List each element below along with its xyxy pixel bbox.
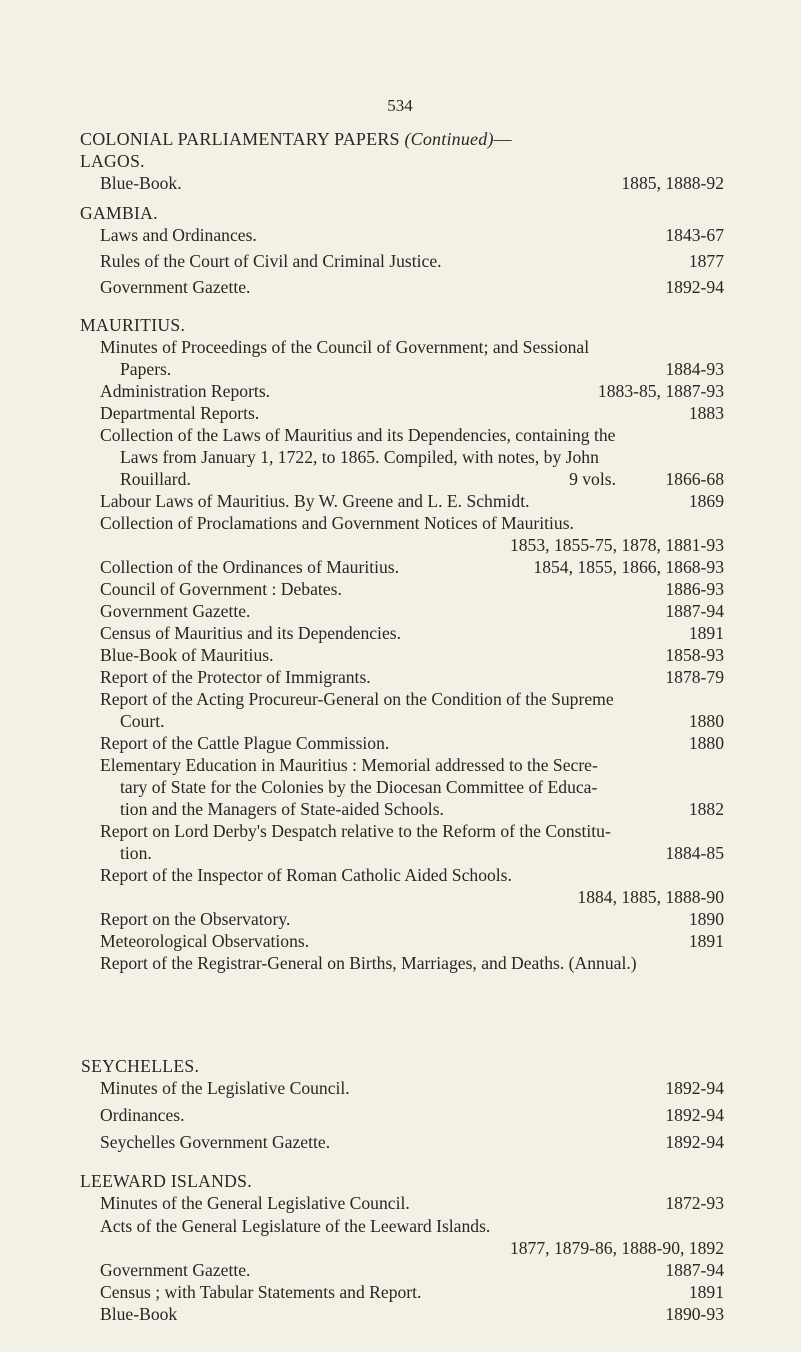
item-title-cont: tion. (120, 843, 152, 863)
item-title: Blue-Book (100, 1304, 178, 1324)
item-title: Collection of Proclamations and Government Notices of Mauritius. (100, 513, 574, 533)
item-vols: 9 vols. (569, 469, 616, 489)
item-title-cont: Laws from January 1, 1722, to 1865. Compiled, with notes, by John (120, 447, 599, 467)
item-dates: 1891 (688, 931, 724, 951)
list-item (100, 224, 724, 250)
item-dates: 1872-93 (665, 1193, 724, 1213)
header-continued: (Continued) (404, 129, 494, 149)
item-title: Labour Laws of Mauritius. By W. Greene and L. E. Schmidt. (100, 491, 530, 511)
list-item (100, 930, 724, 952)
item-title: Minutes of Proceedings of the Council of Government; and Sessional (100, 337, 590, 357)
list-item (100, 512, 724, 556)
list-item (100, 666, 724, 688)
header-dash: — (493, 129, 512, 149)
item-title: Report of the Registrar-General on Births, Marriages, and Deaths. (Annual.) (100, 953, 637, 973)
item-title: Government Gazette. (100, 1260, 251, 1280)
item-dates: 1892-94 (665, 1078, 724, 1098)
item-title: Elementary Education in Mauritius : Memorial addressed to the Secre- (100, 755, 598, 775)
item-title: Blue-Book of Mauritius. (100, 645, 274, 665)
list-item (100, 578, 724, 600)
section-gambia (0, 202, 801, 302)
list-item (100, 336, 724, 380)
item-dates: 1869 (688, 491, 724, 511)
item-dates: 1883 (688, 403, 724, 423)
item-dates: 1853, 1855-75, 1878, 1881-93 (509, 535, 724, 555)
item-dates: 1885, 1888-92 (621, 173, 724, 193)
section-heading: LAGOS. (80, 151, 145, 171)
item-dates: 1887-94 (665, 1260, 724, 1280)
item-dates: 1883-85, 1887-93 (597, 381, 724, 401)
list-item (100, 380, 724, 402)
list-item (100, 908, 724, 930)
item-dates: 1858-93 (665, 645, 724, 665)
list-item (100, 600, 724, 622)
section-lagos (0, 150, 801, 194)
item-dates: 1877 (688, 251, 724, 271)
item-title: Meteorological Observations. (100, 931, 310, 951)
list-item (100, 1077, 724, 1104)
item-title: Rules of the Court of Civil and Criminal Justice. (100, 251, 442, 271)
header-title: COLONIAL PARLIAMENTARY PAPERS (80, 129, 400, 149)
item-title: Collection of the Laws of Mauritius and its Dependencies, containing the (100, 425, 616, 445)
item-dates: 1892-94 (665, 1105, 724, 1125)
item-dates: 1890-93 (665, 1304, 724, 1324)
item-dates: 1866-68 (665, 469, 724, 489)
item-dates: 1884-85 (665, 843, 724, 863)
list-item (100, 490, 724, 512)
item-title: Laws and Ordinances. (100, 225, 257, 245)
section-mauritius (0, 314, 801, 974)
list-item (100, 754, 724, 820)
page-header (80, 128, 512, 150)
item-title: Report on Lord Derby's Despatch relative to the Reform of the Constitu- (100, 821, 611, 841)
list-item (100, 250, 724, 276)
item-title: Seychelles Government Gazette. (100, 1132, 331, 1152)
list-item (100, 172, 724, 194)
section-seychelles (0, 1055, 801, 1158)
item-dates: 1892-94 (665, 1132, 724, 1152)
item-title: Report of the Cattle Plague Commission. (100, 733, 390, 753)
section-heading: LEEWARD ISLANDS. (80, 1171, 252, 1191)
item-title-cont: tion and the Managers of State-aided Schools. (120, 799, 444, 819)
item-dates: 1886-93 (665, 579, 724, 599)
item-title: Acts of the General Legislature of the Leeward Islands. (100, 1216, 491, 1236)
item-title: Report of the Protector of Immigrants. (100, 667, 371, 687)
list-item (100, 424, 724, 490)
list-item (100, 622, 724, 644)
item-title: Ordinances. (100, 1105, 185, 1125)
item-title: Report on the Observatory. (100, 909, 291, 929)
list-item (100, 276, 724, 302)
item-dates: 1892-94 (665, 277, 724, 297)
item-dates: 1884-93 (665, 359, 724, 379)
item-dates: 1880 (688, 733, 724, 753)
list-item (100, 952, 724, 974)
item-title-cont: Papers. (120, 359, 172, 379)
list-item (100, 1104, 724, 1131)
list-item (100, 864, 724, 908)
item-dates: 1880 (688, 711, 724, 731)
item-title: Administration Reports. (100, 381, 271, 401)
item-title: Report of the Inspector of Roman Catholic Aided Schools. (100, 865, 512, 885)
list-item (100, 1281, 724, 1303)
item-title: Collection of the Ordinances of Mauritius. (100, 557, 400, 577)
section-heading: MAURITIUS. (80, 315, 186, 335)
list-item (100, 1215, 724, 1259)
page-number: 534 (387, 96, 413, 115)
list-item (100, 644, 724, 666)
list-item (100, 820, 724, 864)
item-dates: 1887-94 (665, 601, 724, 621)
list-item (100, 402, 724, 424)
item-title: Departmental Reports. (100, 403, 260, 423)
list-item (100, 1303, 724, 1325)
item-dates: 1878-79 (665, 667, 724, 687)
section-heading: GAMBIA. (80, 203, 158, 223)
item-dates: 1882 (688, 799, 724, 819)
section-leeward-islands (0, 1170, 801, 1325)
item-dates: 1854, 1855, 1866, 1868-93 (533, 557, 724, 577)
item-title: Census ; with Tabular Statements and Report. (100, 1282, 422, 1302)
list-item (100, 732, 724, 754)
list-item (100, 1131, 724, 1158)
item-dates: 1891 (688, 623, 724, 643)
list-item (100, 1259, 724, 1281)
item-dates: 1877, 1879-86, 1888-90, 1892 (509, 1238, 724, 1258)
item-title: Government Gazette. (100, 601, 251, 621)
list-item (100, 556, 724, 578)
item-dates: 1884, 1885, 1888-90 (577, 887, 724, 907)
item-dates: 1843-67 (665, 225, 724, 245)
item-title: Census of Mauritius and its Dependencies. (100, 623, 401, 643)
item-title: Minutes of the Legislative Council. (100, 1078, 350, 1098)
list-item (100, 1192, 724, 1215)
section-heading: SEYCHELLES. (81, 1056, 200, 1076)
item-title-cont: Court. (120, 711, 165, 731)
item-title: Blue-Book. (100, 173, 182, 193)
item-title: Government Gazette. (100, 277, 251, 297)
item-title-cont: tary of State for the Colonies by the Diocesan Committee of Educa- (120, 777, 598, 797)
item-title: Minutes of the General Legislative Council. (100, 1193, 410, 1213)
item-title-cont: Rouillard. (120, 469, 191, 489)
item-title: Council of Government : Debates. (100, 579, 342, 599)
list-item (100, 688, 724, 732)
item-dates: 1890 (688, 909, 724, 929)
item-title: Report of the Acting Procureur-General on the Condition of the Supreme (100, 689, 614, 709)
item-dates: 1891 (688, 1282, 724, 1302)
